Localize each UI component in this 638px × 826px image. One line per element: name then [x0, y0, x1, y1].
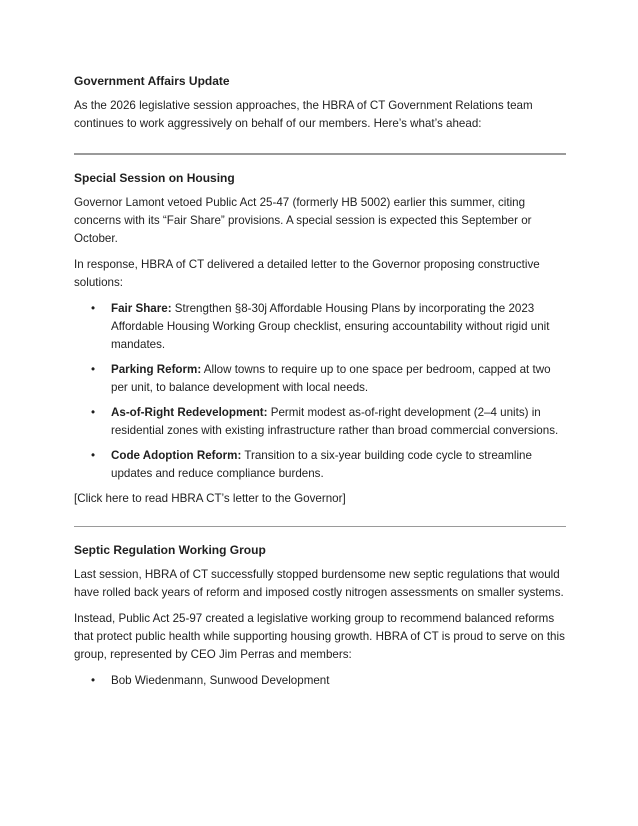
member-list — [74, 672, 566, 690]
section-title-special-session: Special Session on Housing — [74, 170, 235, 185]
list-item-text: Transition to a six-year building code cycle to streamline updates and reduce compliance burdens. — [111, 448, 532, 480]
governor-letter-link[interactable]: [Click here to read HBRA CT’s letter to the Governor] — [74, 491, 346, 505]
list-item-label: Fair Share: — [111, 301, 172, 315]
list-item-fair-share — [74, 300, 566, 354]
list-item-label: Parking Reform: — [111, 362, 202, 376]
intro-paragraph: As the 2026 legislative session approaches, the HBRA of CT Government Relations team continues to work aggressively on behalf of our members. Here’s what’s ahead: — [74, 99, 533, 130]
document-body — [74, 72, 566, 697]
list-item-member — [74, 672, 566, 690]
list-item-label: Code Adoption Reform: — [111, 448, 242, 462]
proposal-list — [74, 300, 566, 483]
bullet-icon: • — [91, 301, 96, 315]
bullet-icon: • — [91, 448, 96, 462]
list-item-text: Permit modest as-of-right development (2–4 units) in residential zones with existing infrastructure rather than broad commercial conversions. — [111, 405, 559, 437]
septic-paragraph-1: Last session, HBRA of CT successfully stopped burdensome new septic regulations that would have rolled back years of reform and imposed costly nitrogen assessments on smaller systems. — [74, 568, 564, 600]
bullet-icon: • — [91, 674, 96, 688]
list-item-text: Bob Wiedenmann, Sunwood Development — [111, 674, 330, 688]
section-title-government-affairs: Government Affairs Update — [74, 74, 230, 88]
list-item-text: Allow towns to require up to one space per bedroom, capped at two per unit, to balance development with local needs. — [111, 362, 551, 394]
special-session-paragraph: Governor Lamont vetoed Public Act 25-47 (formerly HB 5002) earlier this summer, citing concerns with its “Fair Share” provisions. A special session is expected this September or October. — [74, 195, 532, 245]
bullet-icon: • — [91, 362, 96, 376]
septic-paragraph-2: Instead, Public Act 25-97 created a legislative working group to recommend balanced reforms that protect public health while supporting housing growth. HBRA of CT is proud to serve on this group, represented by CEO Jim Perras and members: — [74, 612, 565, 662]
list-item-as-of-right — [74, 404, 566, 440]
list-item-code-adoption — [74, 447, 566, 483]
list-item-label: As-of-Right Redevelopment: — [111, 405, 268, 419]
response-paragraph: In response, HBRA of CT delivered a detailed letter to the Governor proposing constructive solutions: — [74, 257, 540, 289]
bullet-icon: • — [91, 405, 96, 419]
list-item-parking-reform — [74, 361, 566, 397]
section-title-septic: Septic Regulation Working Group — [74, 543, 266, 558]
list-item-text: Strengthen §8-30j Affordable Housing Plans by incorporating the 2023 Affordable Housing Working Group checklist, ensuring accountability without rigid unit mandates. — [111, 301, 550, 351]
